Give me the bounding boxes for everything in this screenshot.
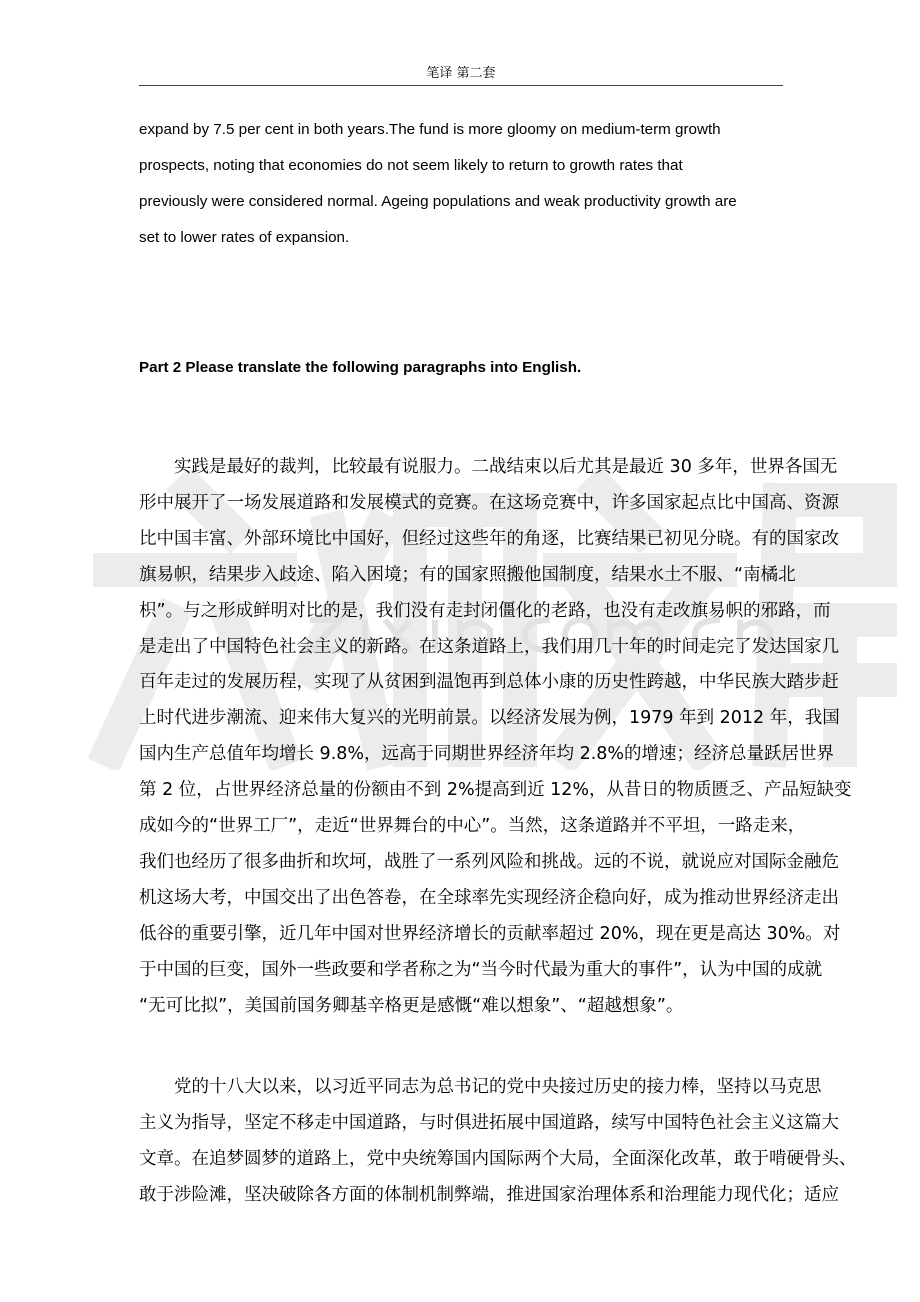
text-line: 比中国丰富、外部环境比中国好，但经过这些年的角逐，比赛结果已初见分晓。有的国家改: [139, 528, 839, 549]
text-line: 低谷的重要引擎，近几年中国对世界经济增长的贡献率超过 20%，现在更是高达 30%。对: [139, 923, 841, 944]
header-rule: [139, 85, 783, 86]
text-line: 文章。在追梦圆梦的道路上，党中央统筹国内国际两个大局，全面深化改革，敢于啃硬骨头、: [139, 1148, 857, 1169]
page-header: 笔译 第二套: [426, 66, 496, 81]
text-line: 我们也经历了很多曲折和坎坷，战胜了一系列风险和挑战。远的不说，就说应对国际金融危: [139, 851, 839, 872]
part2-heading: Part 2 Please translate the following paragraphs into English.: [139, 359, 582, 376]
text-line: 是走出了中国特色社会主义的新路。在这条道路上，我们用几十年的时间走完了发达国家几: [139, 636, 839, 657]
text-line: prospects, noting that economies do not seem likely to return to growth rates that: [139, 157, 683, 174]
text-line: 于中国的巨变，国外一些政要和学者称之为“当今时代最为重大的事件”，认为中国的成就: [139, 959, 823, 980]
text-line: 上时代进步潮流、迎来伟大复兴的光明前景。以经济发展为例，1979 年到 2012 年，我国: [139, 708, 840, 729]
text-line: 敢于涉险滩，坚决破除各方面的体制机制弊端，推进国家治理体系和治理能力现代化；适应: [139, 1184, 839, 1205]
text-line: “无可比拟”，美国前国务卿基辛格更是感慨“难以想象”、“超越想象”。: [139, 995, 684, 1016]
text-line: 国内生产总值年均增长 9.8%，远高于同期世界经济年均 2.8%的增速；经济总量跃居世界: [139, 744, 835, 765]
text-line: 党的十八大以来，以习近平同志为总书记的党中央接过历史的接力棒，坚持以马克思: [139, 1077, 822, 1097]
text-line: expand by 7.5 per cent in both years.The fund is more gloomy on medium-term growth: [139, 121, 721, 138]
text-line: set to lower rates of expansion.: [139, 229, 350, 246]
text-line: 枳”。与之形成鲜明对比的是，我们没有走封闭僵化的老路，也没有走改旗易帜的邪路，而: [139, 600, 831, 621]
text-line: 机这场大考，中国交出了出色答卷，在全球率先实现经济企稳向好，成为推动世界经济走出: [139, 887, 839, 908]
text-line: 旗易帜，结果步入歧途、陷入困境；有的国家照搬他国制度，结果水土不服、“南橘北: [139, 564, 796, 585]
text-line: 第 2 位，占世界经济总量的份额由不到 2%提高到近 12%，从昔日的物质匮乏、产品短缺变: [139, 780, 852, 801]
text-line: 形中展开了一场发展道路和发展模式的竞赛。在这场竞赛中，许多国家起点比中国高、资源: [139, 492, 839, 513]
text-line: 成如今的“世界工厂”，走近“世界舞台的中心”。当然，这条道路并不平坦，一路走来，: [139, 816, 806, 836]
text-line: 主义为指导，坚定不移走中国道路，与时俱进拓展中国道路，续写中国特色社会主义这篇大: [139, 1112, 839, 1133]
text-line: 实践是最好的裁判，比较最有说服力。二战结束以后尤其是最近 30 多年，世界各国无: [139, 457, 838, 477]
text-line: 百年走过的发展历程，实现了从贫困到温饱再到总体小康的历史性跨越，中华民族大踏步赶: [139, 672, 839, 693]
text-line: previously were considered normal. Ageing populations and weak productivity growth are: [139, 193, 737, 210]
